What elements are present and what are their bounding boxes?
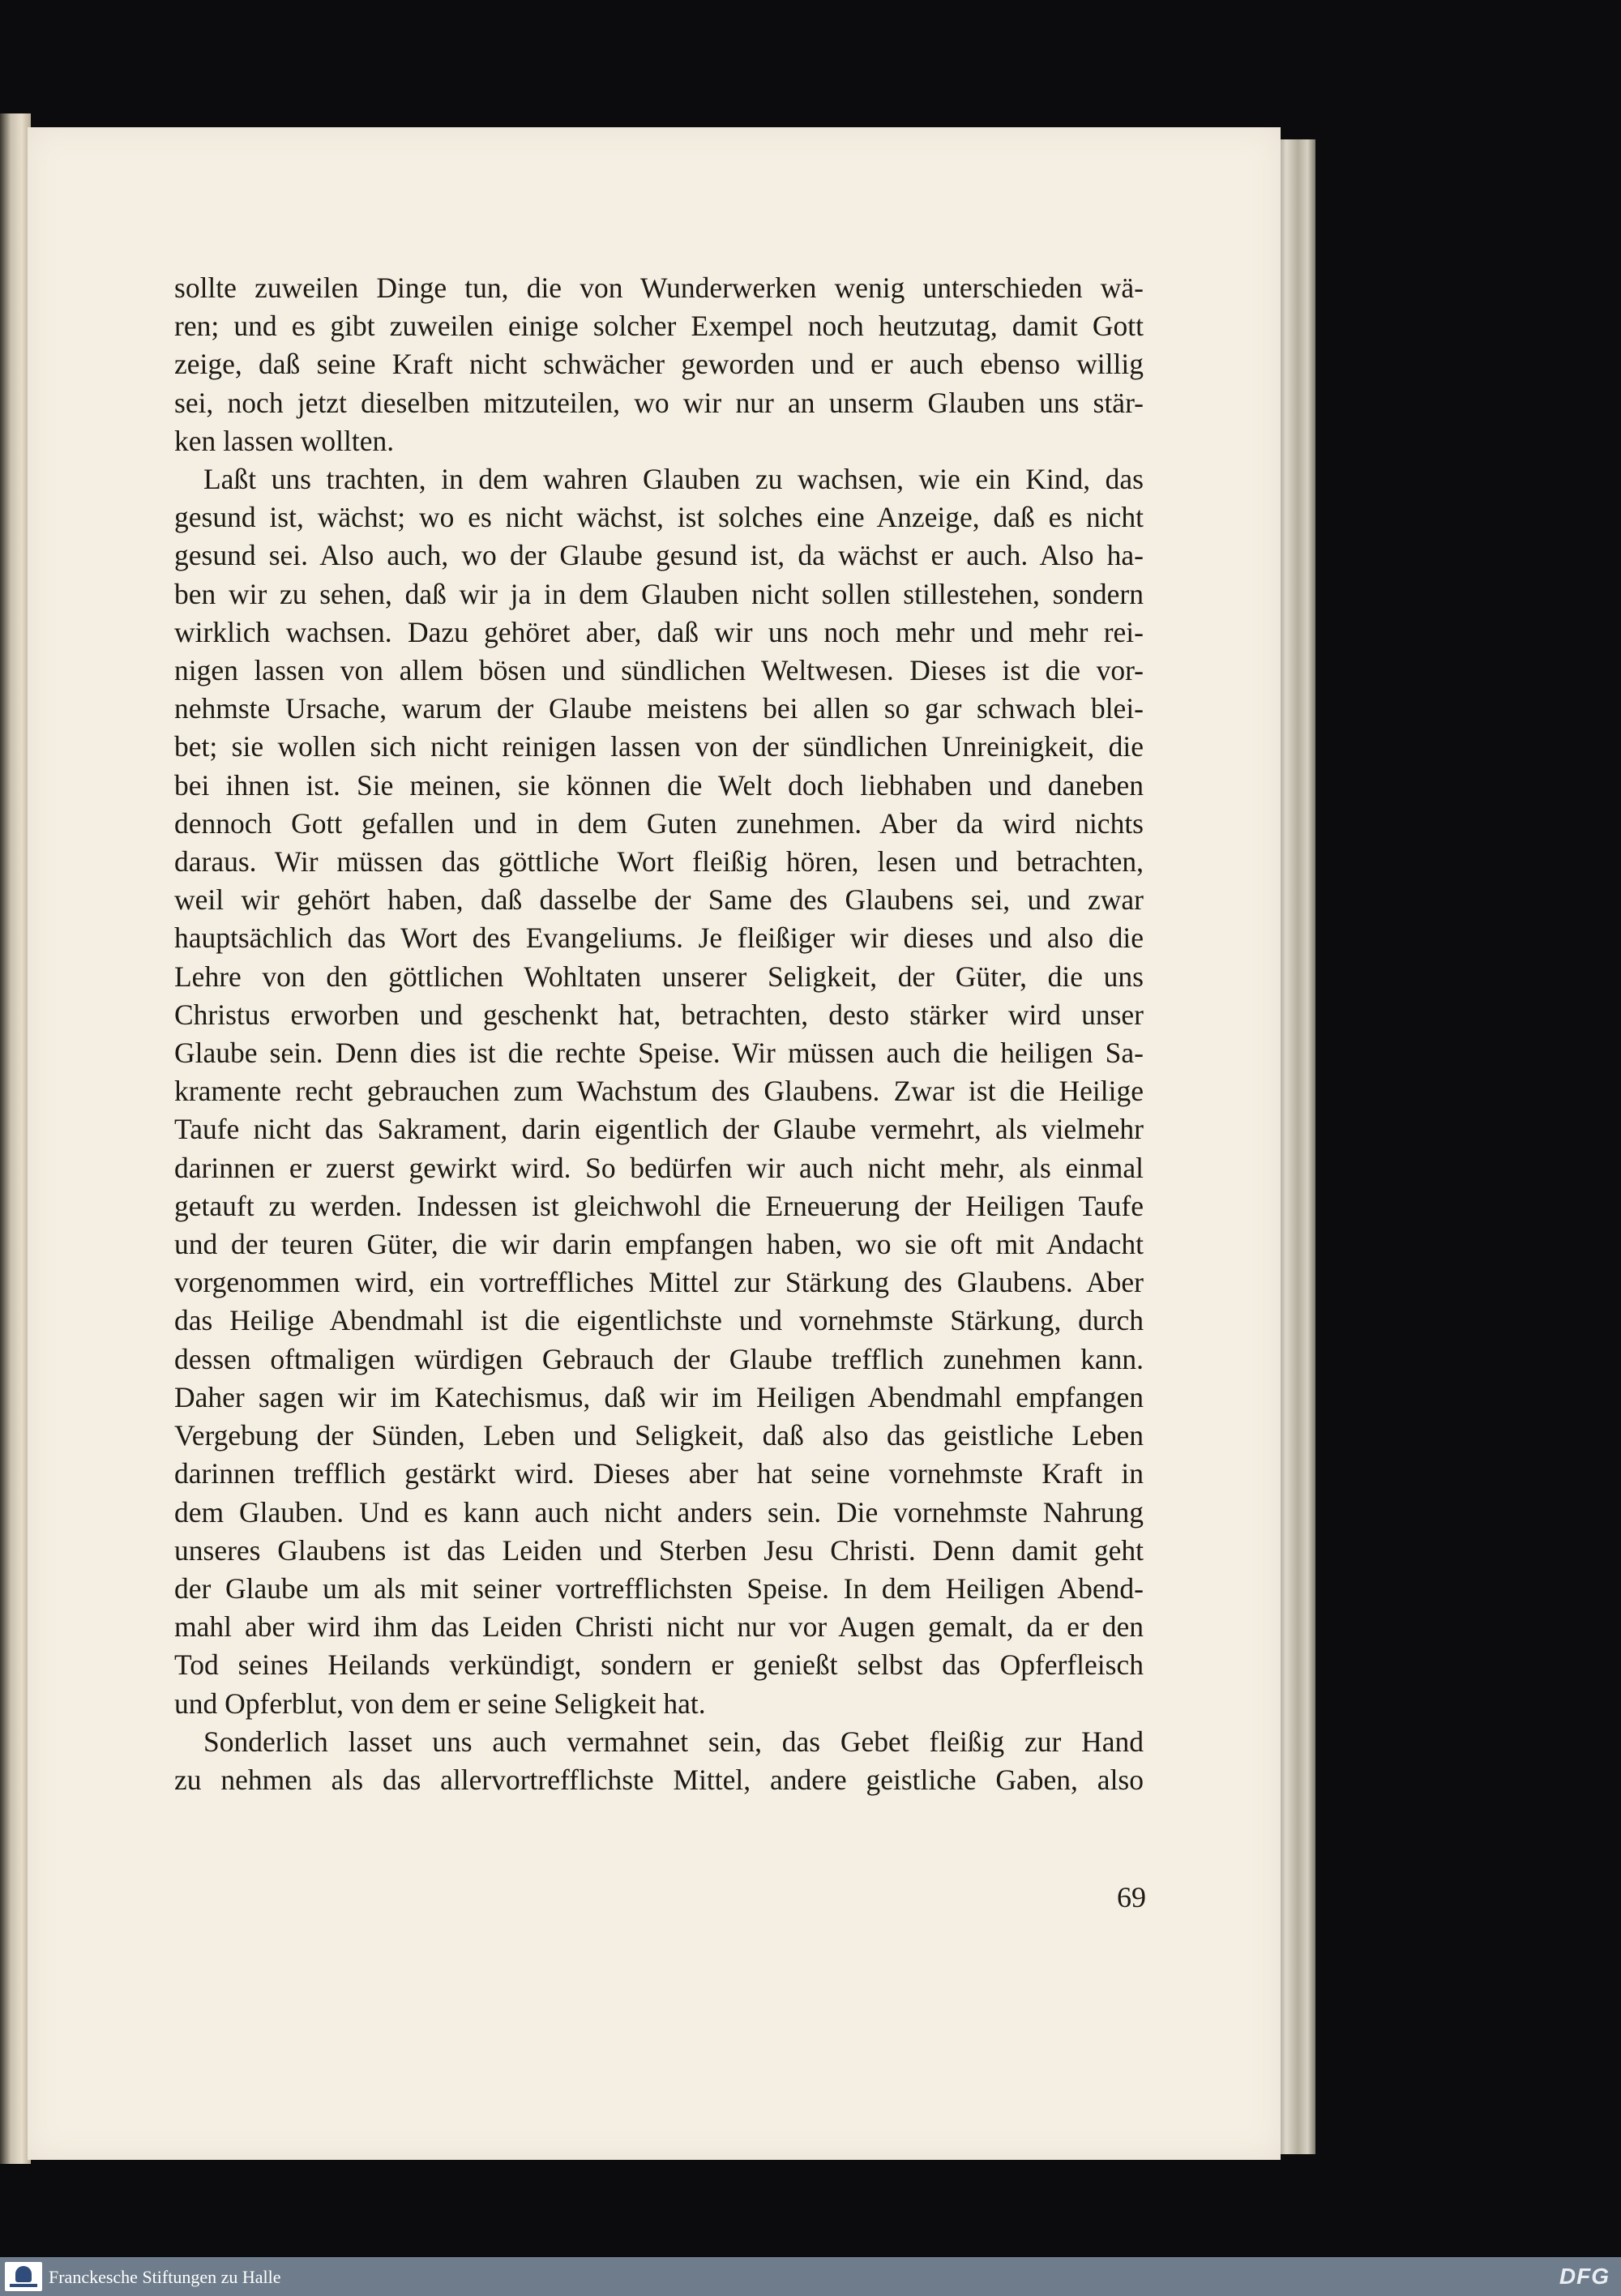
- text-line: Tod seines Heilands verkündigt, sondern er genießt selbst das Opferfleisch: [174, 1648, 1144, 1682]
- text-line: ben wir zu sehen, daß wir ja in dem Glauben nicht sollen stillestehen, sondern: [174, 577, 1144, 610]
- text-line: bei ihnen ist. Sie meinen, sie können die Welt doch liebhaben und daneben: [174, 768, 1144, 802]
- paragraph-first-line: Laßt uns trachten, in dem wahren Glauben zu wachsen, wie ein Kind, das: [203, 463, 1144, 496]
- institution-logo-icon[interactable]: [5, 2262, 42, 2291]
- text-line: zeige, daß seine Kraft nicht schwächer geworden und er auch ebenso willig: [174, 348, 1144, 381]
- text-line: wirklich wachsen. Dazu gehöret aber, daß wir uns noch mehr und mehr rei-: [174, 615, 1144, 648]
- text-line: und der teuren Güter, die wir darin empfangen haben, wo sie oft mit Andacht: [174, 1228, 1144, 1261]
- text-line: gesund ist, wächst; wo es nicht wächst, ist solches eine Anzeige, daß es nicht: [174, 501, 1144, 534]
- text-line: Daher sagen wir im Katechismus, daß wir im Heiligen Abendmahl empfangen: [174, 1380, 1144, 1413]
- text-line: ren; und es gibt zuweilen einige solcher Exempel noch heutzutag, damit Gott: [174, 310, 1144, 343]
- dfg-logo[interactable]: DFG: [1559, 2264, 1610, 2289]
- text-line: daraus. Wir müssen das göttliche Wort fleißig hören, lesen und betrachten,: [174, 845, 1144, 879]
- page-stack-edge: [1277, 139, 1315, 2154]
- text-line: Christus erworben und geschenkt hat, betrachten, desto stärker wird unser: [174, 998, 1144, 1031]
- text-line: darinnen trefflich gestärkt wird. Dieses aber hat seine vornehmste Kraft in: [174, 1457, 1144, 1490]
- text-line: darinnen er zuerst gewirkt wird. So bedürfen wir auch nicht mehr, als einmal: [174, 1151, 1144, 1184]
- book-cover-edge: [0, 113, 31, 2164]
- text-line: nehmste Ursache, warum der Glaube meistens bei allen so gar schwach blei-: [174, 692, 1144, 725]
- text-line: ken lassen wollten.: [174, 424, 395, 457]
- text-line: mahl aber wird ihm das Leiden Christi nicht nur vor Augen gemalt, da er den: [174, 1610, 1144, 1644]
- text-line: dem Glauben. Und es kann auch nicht anders sein. Die vornehmste Nahrung: [174, 1495, 1144, 1529]
- text-line: weil wir gehört haben, daß dasselbe der Same des Glaubens sei, und zwar: [174, 883, 1144, 917]
- text-line: nigen lassen von allem bösen und sündlichen Weltwesen. Dieses ist die vor-: [174, 654, 1144, 687]
- text-line: und Opferblut, von dem er seine Seligkeit hat.: [174, 1687, 706, 1720]
- text-line: der Glaube um als mit seiner vortrefflichsten Speise. In dem Heiligen Abend-: [174, 1571, 1144, 1605]
- text-line: bet; sie wollen sich nicht reinigen lassen von der sündlichen Unreinigkeit, die: [174, 730, 1144, 763]
- text-line: kramente recht gebrauchen zum Wachstum des Glaubens. Zwar ist die Heilige: [174, 1075, 1144, 1108]
- page-number: 69: [1117, 1881, 1146, 1913]
- text-line: vorgenommen wird, ein vortreffliches Mittel zur Stärkung des Glaubens. Aber: [174, 1266, 1144, 1299]
- text-line: unseres Glaubens ist das Leiden und Sterben Jesu Christi. Denn damit geht: [174, 1533, 1144, 1567]
- text-line: dessen oftmaligen würdigen Gebrauch der Glaube trefflich zunehmen kann.: [174, 1342, 1144, 1375]
- institution-name[interactable]: Franckesche Stiftungen zu Halle: [49, 2267, 281, 2287]
- book-page: [28, 127, 1281, 2160]
- text-line: Glaube sein. Denn dies ist die rechte Speise. Wir müssen auch die heiligen Sa-: [174, 1037, 1144, 1070]
- body-text: [174, 269, 1144, 1799]
- text-line: zu nehmen als das allervortrefflichste Mittel, andere geistliche Gaben, also: [174, 1763, 1144, 1796]
- text-line: dennoch Gott gefallen und in dem Guten zunehmen. Aber da wird nichts: [174, 806, 1144, 840]
- text-line: gesund sei. Also auch, wo der Glaube gesund ist, da wächst er auch. Also ha-: [174, 539, 1144, 572]
- text-line: Lehre von den göttlichen Wohltaten unserer Seligkeit, der Güter, die uns: [174, 960, 1144, 993]
- text-line: getauft zu werden. Indessen ist gleichwohl die Erneuerung der Heiligen Taufe: [174, 1189, 1144, 1222]
- paragraph-first-line: Sonderlich lasset uns auch vermahnet sein, das Gebet fleißig zur Hand: [203, 1725, 1144, 1758]
- text-line: Taufe nicht das Sakrament, darin eigentlich der Glaube vermehrt, als vielmehr: [174, 1113, 1144, 1146]
- text-line: das Heilige Abendmahl ist die eigentlichste und vornehmste Stärkung, durch: [174, 1304, 1144, 1337]
- text-line: hauptsächlich das Wort des Evangeliums. Je fleißiger wir dieses und also die: [174, 921, 1144, 955]
- text-line: Vergebung der Sünden, Leben und Seligkeit, daß also das geistliche Leben: [174, 1419, 1144, 1452]
- text-line: sollte zuweilen Dinge tun, die von Wunderwerken wenig unterschieden wä-: [174, 272, 1144, 304]
- viewer-footer-bar: [0, 2257, 1621, 2296]
- text-line: sei, noch jetzt dieselben mitzuteilen, wo wir nur an unserm Glauben uns stär-: [174, 386, 1144, 419]
